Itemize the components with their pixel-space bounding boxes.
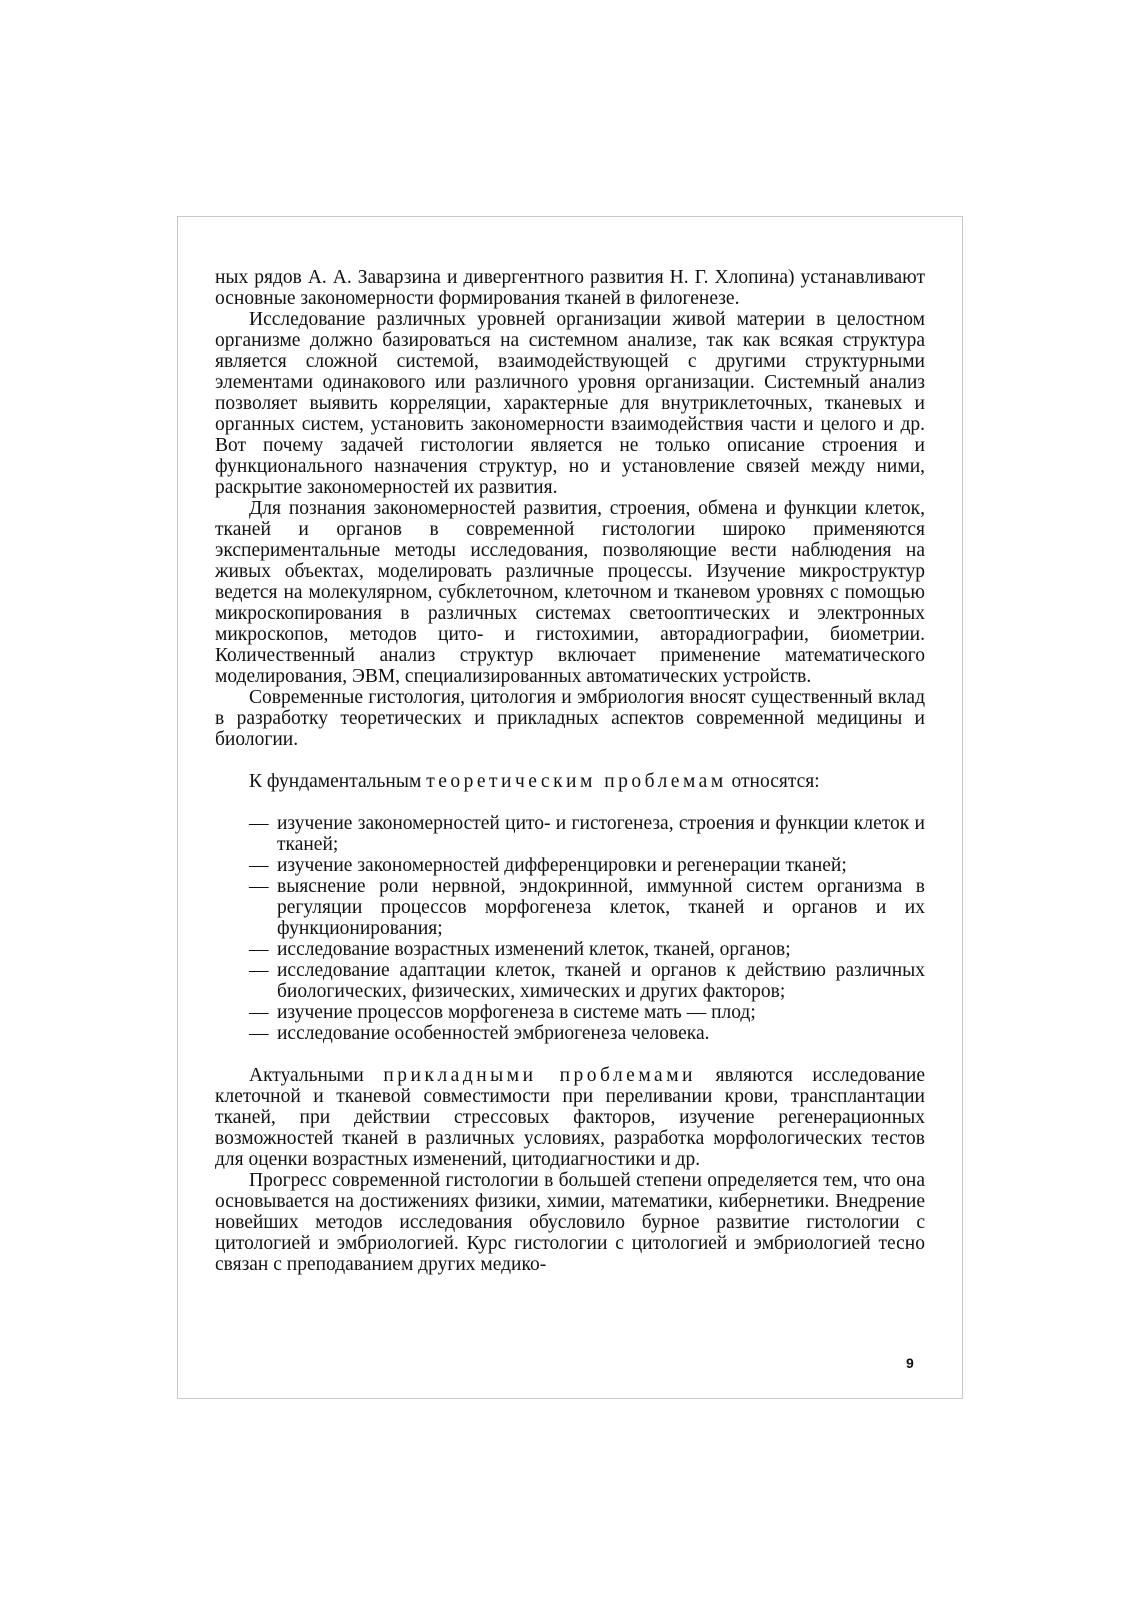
theoretical-problems-list [215,813,925,1044]
list-item: — изучение процессов морфогенеза в системе мать — плод; [249,1002,925,1023]
paragraph-progress: Прогресс современной гистологии в большей степени определяется тем, что она основывается на достижениях физики, химии, математики, кибернетики. Внедрение новейших методов исследования обусловило бурное развитие гистологии с цитологией и эмбриологией. Курс гистологии с цитологией и эмбриологией тесно связан с преподаванием других медико- [215,1170,925,1275]
page-text [215,267,925,1275]
list-item: — исследование возрастных изменений клеток, тканей, органов; [249,939,925,960]
list-item: — исследование адаптации клеток, тканей и органов к действию различных биологических, физических, химических и других факторов; [249,960,925,1002]
list-item: — изучение закономерностей цито- и гистогенеза, строения и функции клеток и тканей; [249,813,925,855]
list-item: — изучение закономерностей дифференцировки и регенерации тканей; [249,855,925,876]
applied-text-spaced: прикладными проблемами [383,1065,696,1086]
list-item: — исследование особенностей эмбриогенеза человека. [249,1023,925,1044]
theoretical-problems-lead [215,771,925,792]
paragraph-continuation: ных рядов А. А. Заварзина и дивергентного развития Н. Г. Хлопина) устанавливают основные закономерности формирования тканей в филогенезе. [215,267,925,309]
lead-text-after: относятся: [731,771,820,792]
paragraph-applied-problems [215,1065,925,1170]
paragraph-methods: Для познания закономерностей развития, строения, обмена и функции клеток, тканей и органов в современной гистологии широко применяются экспериментальные методы исследования, позволяющие вести наблюдения на живых объектах, моделировать различные процессы. Изучение микроструктур ведется на молекулярном, субклеточном, клеточном и тканевом уровнях с помощью микроскопирования в различных системах светооптических и электронных микроскопов, методов цито- и гистохимии, авторадиографии, биометрии. Количественный анализ структур включает применение математического моделирования, ЭВМ, специализированных автоматических устройств. [215,498,925,687]
lead-text-before: К фундаментальным [249,771,422,792]
list-item: — выяснение роли нервной, эндокринной, иммунной систем организма в регуляции процессов морфогенеза клеток, тканей и органов и их функционирования; [249,876,925,939]
applied-text-after: являются исследование клеточной и тканевой совместимости при переливании крови, трансплантации тканей, при действии стрессовых факторов, изучение регенерационных возможностей тканей в различных условиях, разработка морфологических тестов для оценки возрастных изменений, цитодиагностики и др. [215,1065,925,1170]
page-number: 9 [906,1355,914,1371]
paragraph-contribution: Современные гистология, цитология и эмбриология вносят существенный вклад в разработку теоретических и прикладных аспектов современной медицины и биологии. [215,687,925,750]
applied-text-before: Актуальными [249,1065,364,1086]
paragraph-systems-analysis: Исследование различных уровней организации живой материи в целостном организме должно базироваться на системном анализе, так как всякая структура является сложной системой, взаимодействующей с другими структурными элементами одинакового или различного уровня организации. Системный анализ позволяет выявить корреляции, характерные для внутриклеточных, тканевых и органных систем, установить закономерности взаимодействия части и целого и др. Вот почему задачей гистологии является не только описание строения и функционального назначения структур, но и установление связей между ними, раскрытие закономерностей их развития. [215,309,925,498]
lead-text-spaced: теоретическим проблемам [426,771,727,792]
